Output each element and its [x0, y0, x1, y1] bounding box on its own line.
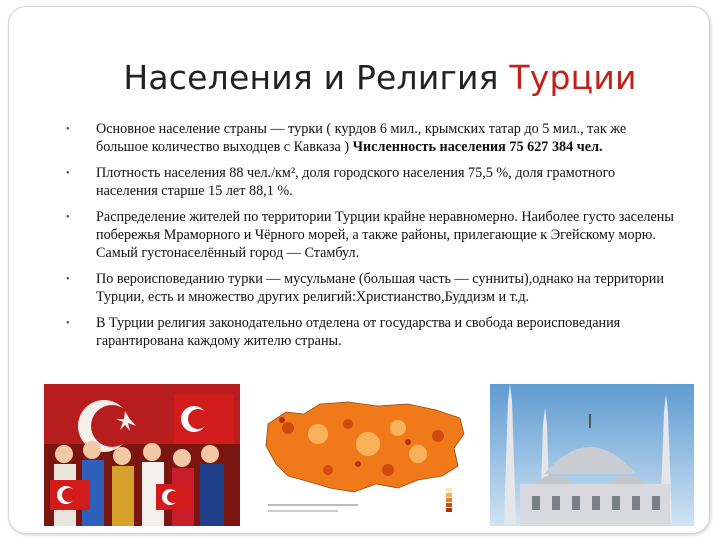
bullet-item [66, 314, 676, 350]
bullet-text: Распределение жителей по территории Турции крайне неравномерно. Наиболее густо заселены побережья Мраморного и Чёрного морей, а также районы, прилегающие к Эгейскому морю. Самый густонаселённый город — Стамбул. [96, 209, 674, 261]
title-main: Населения и Религия [123, 58, 510, 97]
bullet-icon: • [66, 274, 70, 285]
bullet-icon: • [66, 318, 70, 329]
bullet-icon: • [66, 168, 70, 179]
slide-title [0, 58, 720, 97]
bullet-text: Плотность населения 88 чел./км², доля городского населения 75,5 %, доля грамотного населения старше 15 лет 88,1 %. [96, 165, 616, 199]
bullet-icon: • [66, 124, 70, 135]
children-flags-photo [44, 384, 240, 526]
population-total: Численность населения 75 627 384 чел. [352, 139, 603, 155]
bullet-text: В Турции религия законодательно отделена от государства и свобода вероисповедания гарантирована каждому жителю страны. [96, 315, 621, 349]
bullet-item [66, 120, 676, 156]
photo-strip [44, 384, 694, 526]
title-accent: Турции [509, 58, 637, 97]
bullet-item [66, 208, 676, 262]
blue-mosque-photo [490, 384, 694, 526]
bullet-icon: • [66, 212, 70, 223]
bullet-item [66, 270, 676, 306]
bullet-text: Основное население страны — турки ( курдов 6 мил., крымских татар до 5 мил., так же большое количество выходцев с Кавказа ) [96, 121, 627, 155]
bullet-text: По вероисповеданию турки — мусульмане (большая часть — сунниты),однако на территории Турции, есть и множество других религий:Христианство,Буддизм и т.д. [96, 271, 664, 305]
population-density-map [258, 384, 476, 526]
bullet-item [66, 164, 676, 200]
bullet-list [66, 120, 676, 358]
